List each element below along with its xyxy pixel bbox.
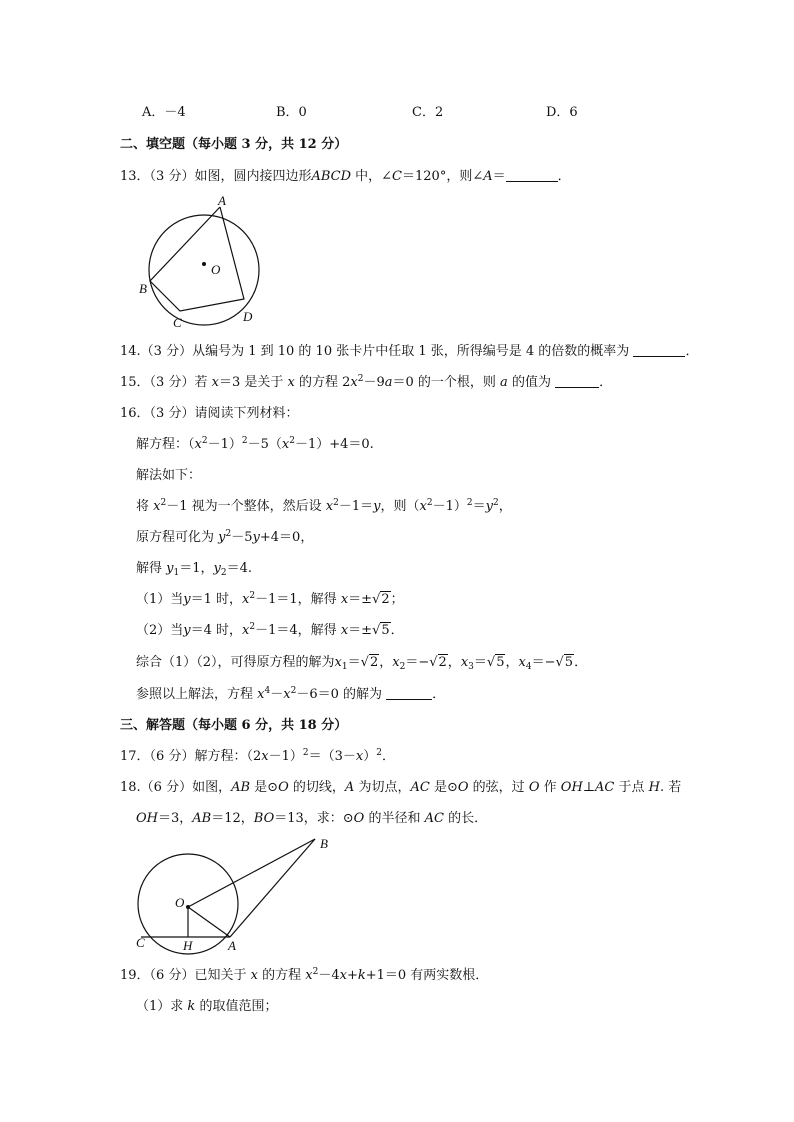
q16-summary: 综合（1）（2），可得原方程的解为$x_1=√2$，$x_2=-√2$，$x_3=√5$，$x_4=-√5$．	[136, 655, 588, 672]
answer-blank	[633, 344, 685, 357]
question-16-title: 16．（3 分）请阅读下列材料：	[120, 406, 299, 421]
section-3-title: 三、解答题（每小题 6 分，共 18 分）	[120, 718, 348, 733]
question-13: 13．（3 分）如图，圆内接四边形ABCD 中，∠C＝120°，则∠A＝ ．	[120, 169, 571, 184]
option-a: A．－4	[142, 105, 186, 120]
label-h: H	[183, 938, 193, 953]
tangent-ab	[230, 839, 315, 937]
label-o: O	[211, 262, 221, 277]
label-c: C	[136, 935, 145, 950]
option-d: D．6	[546, 105, 578, 120]
center-dot	[186, 905, 190, 909]
label-a: A	[218, 193, 226, 208]
answer-blank	[506, 169, 558, 182]
label-a: A	[228, 938, 236, 953]
q16-reference: 参照以上解法，方程 $x^4-x^2-6=0$ 的解为 ．	[136, 686, 446, 702]
segment-ob	[188, 839, 315, 907]
label-b: B	[139, 281, 147, 296]
label-c: C	[173, 315, 182, 330]
label-o: O	[175, 895, 185, 910]
question-19-part-1: （1）求 k 的取值范围；	[136, 999, 278, 1014]
sqrt-5: √5	[372, 623, 390, 638]
answer-blank	[386, 687, 432, 700]
question-18-line-1: 18.（6 分）如图，AB 是⊙O 的切线，A 为切点，AC 是⊙O 的弦，过 O 作 OH⊥AC 于点 H. 若	[120, 780, 682, 795]
question-14: 14.（3 分）从编号为 1 到 10 的 10 张卡片中任取 1 张，所得编号是 4 的倍数的概率为 ．	[120, 344, 699, 359]
q16-step-3: 解得 $y_1=1$，$y_2=4$.	[136, 561, 253, 578]
question-19: 19．（6 分）已知关于 x 的方程 $x^2-4x+k+1=0$ 有两实数根．	[120, 967, 489, 983]
question-18-line-2: OH＝3，AB＝12，BO＝13，求：⊙O 的半径和 AC 的长．	[136, 811, 488, 826]
q16-method: 解法如下：	[136, 468, 202, 483]
q13-circle-figure	[134, 192, 264, 332]
q16-case-2: （2）当y＝4 时，$x^2-1=4$，解得 x＝±√5．	[136, 622, 404, 638]
q16-step-2: 原方程可化为 $y^2-5y+4=0$，	[136, 529, 314, 545]
question-15: 15．（3 分）若 x＝3 是关于 x 的方程 $2x^2-9a=0$ 的一个根，则 a 的值为 ．	[120, 374, 613, 390]
section-2-title: 二、填空题（每小题 3 分，共 12 分）	[120, 137, 348, 152]
center-dot	[202, 262, 206, 266]
sqrt-2: √2	[372, 592, 390, 607]
segment-oa	[188, 907, 230, 937]
q16-step-1: 将 $x^2-1$ 视为一个整体，然后设 $x^2-1=y$，则$(x^2-1)^2=y^2$，	[136, 498, 512, 514]
answer-blank	[555, 375, 599, 388]
quadrilateral-abcd	[150, 207, 244, 311]
label-d: D	[243, 309, 253, 324]
option-b: B．0	[276, 105, 307, 120]
option-c: C．2	[412, 105, 444, 120]
question-17: 17．（6 分）解方程：$(2x-1)^2=(3-x)^2$．	[120, 748, 395, 764]
q16-case-1: （1）当y＝1 时，$x^2-1=1$，解得 x＝±√2；	[136, 591, 404, 607]
q18-tangent-figure	[130, 834, 340, 956]
q16-equation: 解方程：$(x^2-1)^2-5(x^2-1)+4=0$.	[136, 436, 374, 452]
label-b: B	[320, 836, 328, 851]
